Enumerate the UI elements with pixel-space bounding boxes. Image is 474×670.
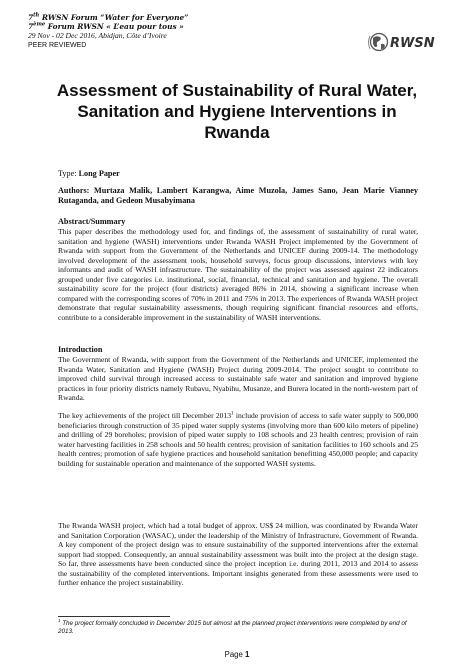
introduction-heading: Introduction xyxy=(58,345,103,354)
abstract-text: This paper describes the methodology used for, and findings of, the assessment of sustainability of rural water, sanitation and hygiene (WASH) interventions under Rwanda WASH Project implemented by the Government of Rwanda with support from the Government of the Netherlands and UNICEF during 2009-14. The methodology involved development of the assessment tools, household surveys, focus group discussions, interviews with key informants and audit of WASH infrastructure. The sustainability of the project was assessed against 22 indicators grouped under five categories i.e. institutional, social, financial, technical and sanitation and hygiene. The overall sustainability score for the project (four districts) averaged 86% in 2014, showing a significant increase when compared with the corresponding scores of 70% in 2011 and 75% in 2013. The experiences of Rwanda WASH project demonstrate that regular sustainability assessments, though requiring significant financial resources and efforts, contribute to a considerable improvement in the sustainability of WASH interventions. xyxy=(58,227,418,322)
globe-icon xyxy=(369,34,388,51)
page-number-value: 1 xyxy=(245,650,250,659)
paper-type-label: Type: xyxy=(58,169,79,178)
p2-text-rest: include provision of access to safe water supply to 500,000 beneficiaries through construction of 35 piped water supply systems (involving more than 600 kilo meters of pipeline) and drilling of 29 boreholes; provision of piped water supply to 108 schools and 23 health centres; provision of rain water harvesting facilities in 258 schools and 50 health centres; provision of sanitation facilities to 160 schools and 25 health centres; promotion of safe hygiene practices and household sanitation benefitting 450,000 people; and capacity building for sustainable operation and maintenance of the supported WASH systems. xyxy=(58,411,419,468)
paper-type xyxy=(58,169,120,178)
logo-wordmark: RWSN xyxy=(390,36,435,51)
footnote-divider xyxy=(58,616,170,617)
introduction-paragraph-3: The Rwanda WASH project, which had a total budget of approx. US$ 24 million, was coordinated by Rwanda Water and Sanitation Corporation (WASAC), under the leadership of the Ministry of Infrastructure, Government of Rwanda. A key component of the project design was to ensure sustainability of the supported interventions after the external support had stopped. Consequently, an annual sustainability assessment was built into the project at the design stage. So far, three assessments have been conducted since the project inception i.e. during 2011, 2013 and 2014 to assess the sustainability of the completed interventions. Important insights generated from these assessments were used to further enhance the project sustainability. xyxy=(58,521,418,587)
footnote-number: 1 xyxy=(58,617,61,623)
forum-number-fr: 7 xyxy=(28,22,34,32)
footnote-text: The project formally concluded in December 2015 but almost all the planned project interventions were completed by end of 2013. xyxy=(58,620,407,635)
introduction-paragraph-1: The Government of Rwanda, with support from the Government of the Netherlands and UNICEF, implemented the Rwanda Water, Sanitation and Hygiene (WASH) Project during 2009-2014. The project sought to contribute to improved child survival through increased access to sustainable safe water and sanitation and improved hygiene practices in four priority districts namely Rubavu, Nyabihu, Musanze, and Burera located in the north-western part of Rwanda. xyxy=(58,355,418,402)
rwsn-logo xyxy=(366,28,446,58)
footnote xyxy=(58,617,418,636)
forum-line-french xyxy=(28,22,328,31)
introduction-paragraph-2 xyxy=(58,411,418,468)
abstract-heading: Abstract/Summary xyxy=(58,217,126,226)
footnote-marker[interactable]: 1 xyxy=(231,410,234,417)
forum-ordinal-fr: ème xyxy=(33,21,46,28)
p2-text-start: The key achievements of the project till December 2013 xyxy=(58,411,232,420)
forum-ordinal: th xyxy=(33,12,40,19)
conference-header xyxy=(28,13,328,50)
peer-reviewed-label: PEER REVIEWED xyxy=(28,41,87,49)
authors: Authors: Murtaza Malik, Lambert Karangwa, Aime Muzola, James Sano, Jean Marie Vianney Rutaganda, and Gedeon Musabyimana xyxy=(58,186,418,205)
forum-title-french: Forum RWSN « L’eau pour tous » xyxy=(45,22,184,32)
forum-title-english: RWSN Forum “Water for Everyone” xyxy=(39,13,189,22)
dates-location: 29 Nov - 02 Dec 2016, Abidjan, Côte d’Ivoire xyxy=(28,31,167,41)
page-number xyxy=(0,650,474,659)
page-label: Page xyxy=(224,650,246,659)
forum-number: 7 xyxy=(28,13,34,22)
paper-type-value: Long Paper xyxy=(78,169,120,178)
paper-title: Assessment of Sustainability of Rural Water, Sanitation and Hygiene Interventions in Rwanda xyxy=(56,81,418,142)
forum-line-english xyxy=(28,13,328,22)
